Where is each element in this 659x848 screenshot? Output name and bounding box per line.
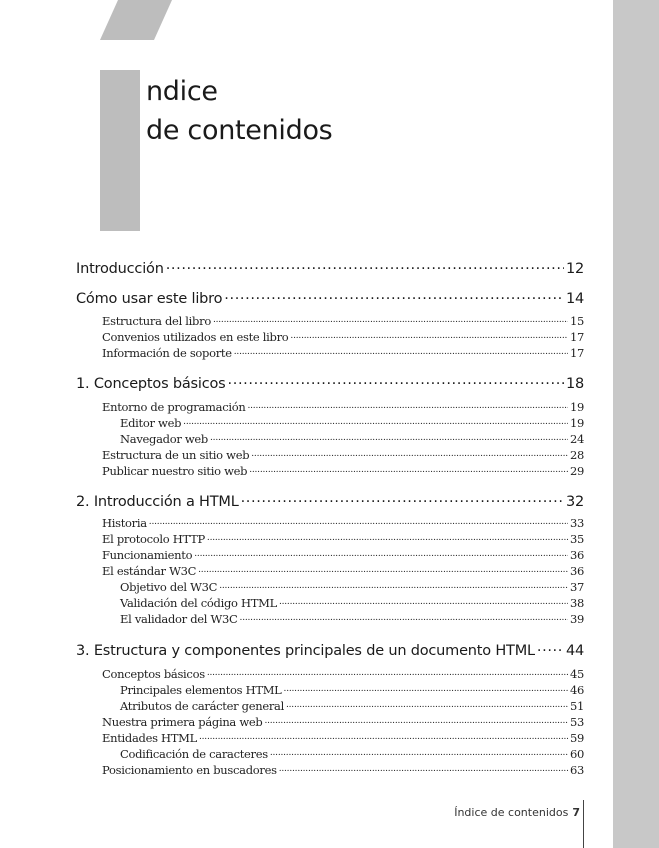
toc-dot-leader	[166, 259, 564, 273]
toc-dot-leader	[270, 747, 568, 758]
toc-entry-title: Entidades HTML	[102, 731, 197, 745]
toc-section-entry[interactable]	[102, 532, 584, 546]
toc-entry-page: 39	[569, 612, 584, 626]
toc-dot-leader	[234, 346, 568, 357]
toc-section-entry[interactable]	[102, 564, 584, 578]
toc-entry-page: 14	[565, 291, 584, 307]
toc-entry-title: Entorno de programación	[102, 400, 246, 414]
toc-section-entry[interactable]	[102, 548, 584, 562]
toc-entry-title: El estándar W3C	[102, 564, 197, 578]
toc-section-entry[interactable]	[120, 432, 584, 446]
toc-entry-title: Atributos de carácter general	[120, 699, 284, 713]
footer-label: Índice de contenidos	[454, 806, 569, 819]
title-initial-bar	[100, 70, 140, 231]
toc-entry-page: 17	[569, 346, 584, 360]
toc-section-entry[interactable]	[102, 715, 584, 729]
toc-dot-leader	[286, 699, 568, 710]
toc-entry-title: Posicionamiento en buscadores	[102, 763, 277, 777]
toc-entry-title: Validación del código HTML	[120, 596, 277, 610]
toc-entry-page: 36	[569, 548, 584, 562]
toc-entry-title: Codificación de caracteres	[120, 747, 268, 761]
toc-dot-leader	[198, 564, 568, 575]
toc-dot-leader	[224, 289, 564, 303]
toc-entry-page: 29	[569, 464, 584, 478]
toc-section-entry[interactable]	[102, 314, 584, 328]
toc-entry-page: 15	[569, 314, 584, 328]
title-initial-slash	[0, 0, 200, 60]
toc-section-entry[interactable]	[102, 667, 584, 681]
toc-entry-page: 32	[565, 494, 584, 510]
page-edge-band	[613, 0, 659, 848]
toc-section-entry[interactable]	[120, 747, 584, 761]
toc-entry-page: 63	[569, 763, 584, 777]
toc-dot-leader	[284, 683, 568, 694]
toc-entry-title: Publicar nuestro sitio web	[102, 464, 248, 478]
toc-dot-leader	[279, 763, 568, 774]
toc-chapter-entry[interactable]	[76, 259, 584, 277]
toc-chapter-entry[interactable]	[76, 492, 584, 510]
toc-entry-title: Estructura de un sitio web	[102, 448, 250, 462]
toc-section-entry[interactable]	[120, 612, 584, 626]
toc-dot-leader	[219, 580, 568, 591]
page-title-line-1: ndice	[146, 76, 218, 107]
toc-dot-leader	[279, 596, 568, 607]
toc-dot-leader	[241, 492, 564, 506]
toc-entry-page: 51	[569, 699, 584, 713]
toc-dot-leader	[183, 416, 568, 427]
toc-entry-page: 18	[565, 376, 584, 392]
toc-entry-title: Principales elementos HTML	[120, 683, 282, 697]
toc-entry-title: Información de soporte	[102, 346, 232, 360]
toc-entry-page: 19	[569, 400, 584, 414]
toc-dot-leader	[207, 667, 568, 678]
toc-entry-title: Funcionamiento	[102, 548, 193, 562]
toc-section-entry[interactable]	[102, 400, 584, 414]
toc-entry-page: 12	[565, 261, 584, 277]
toc-section-entry[interactable]	[102, 731, 584, 745]
footer-rule	[583, 800, 584, 848]
toc-section-entry[interactable]	[102, 346, 584, 360]
toc-dot-leader	[537, 641, 564, 655]
toc-section-entry[interactable]	[102, 516, 584, 530]
toc-entry-title: Convenios utilizados en este libro	[102, 330, 289, 344]
toc-dot-leader	[249, 464, 568, 475]
toc-entry-title: Estructura del libro	[102, 314, 211, 328]
toc-entry-title: Conceptos básicos	[102, 667, 205, 681]
toc-entry-title: Introducción	[76, 261, 164, 277]
toc-entry-title: Historia	[102, 516, 147, 530]
toc-dot-leader	[213, 314, 568, 325]
toc-section-entry[interactable]	[102, 448, 584, 462]
toc-entry-page: 28	[569, 448, 584, 462]
toc-dot-leader	[247, 400, 567, 411]
toc-dot-leader	[194, 548, 568, 559]
toc-section-entry[interactable]	[120, 699, 584, 713]
toc-entry-title: Editor web	[120, 416, 182, 430]
toc-dot-leader	[290, 330, 568, 341]
toc-chapter-entry[interactable]	[76, 641, 584, 659]
toc-entry-title: Nuestra primera página web	[102, 715, 263, 729]
toc-section-entry[interactable]	[102, 464, 584, 478]
toc-entry-title: Objetivo del W3C	[120, 580, 218, 594]
toc-dot-leader	[251, 448, 568, 459]
toc-dot-leader	[228, 374, 564, 388]
toc-dot-leader	[199, 731, 568, 742]
toc-dot-leader	[264, 715, 568, 726]
toc-dot-leader	[149, 516, 568, 527]
toc-section-entry[interactable]	[120, 596, 584, 610]
toc-entry-page: 45	[569, 667, 584, 681]
toc-entry-title: El protocolo HTTP	[102, 532, 205, 546]
toc-entry-page: 44	[565, 643, 584, 659]
toc-section-entry[interactable]	[120, 683, 584, 697]
toc-entry-title: 3. Estructura y componentes principales de un documento HTML	[76, 643, 535, 659]
toc-entry-page: 35	[569, 532, 584, 546]
toc-chapter-entry[interactable]	[76, 374, 584, 392]
footer-page-number: 7	[572, 806, 580, 819]
toc-entry-title: Cómo usar este libro	[76, 291, 223, 307]
toc-section-entry[interactable]	[102, 330, 584, 344]
toc-entry-page: 24	[569, 432, 584, 446]
page-footer	[440, 806, 580, 819]
page-title-line-2: de contenidos	[146, 115, 333, 146]
toc-entry-page: 46	[569, 683, 584, 697]
toc-entry-page: 60	[569, 747, 584, 761]
toc-entry-page: 38	[569, 596, 584, 610]
toc-entry-title: El validador del W3C	[120, 612, 238, 626]
toc-chapter-entry[interactable]	[76, 289, 584, 307]
toc-entry-page: 33	[569, 516, 584, 530]
toc-section-entry[interactable]	[102, 763, 584, 777]
toc-entry-page: 59	[569, 731, 584, 745]
toc-entry-page: 36	[569, 564, 584, 578]
page-title	[146, 72, 332, 150]
toc-entry-title: 1. Conceptos básicos	[76, 376, 226, 392]
toc-section-entry[interactable]	[120, 416, 584, 430]
toc-dot-leader	[207, 532, 568, 543]
toc-section-entry[interactable]	[120, 580, 584, 594]
toc-entry-page: 19	[569, 416, 584, 430]
toc-entry-page: 17	[569, 330, 584, 344]
toc-dot-leader	[210, 432, 568, 443]
toc-entry-page: 53	[569, 715, 584, 729]
toc-entry-title: 2. Introducción a HTML	[76, 494, 239, 510]
toc-entry-title: Navegador web	[120, 432, 208, 446]
toc-entry-page: 37	[569, 580, 584, 594]
toc-dot-leader	[240, 612, 568, 623]
